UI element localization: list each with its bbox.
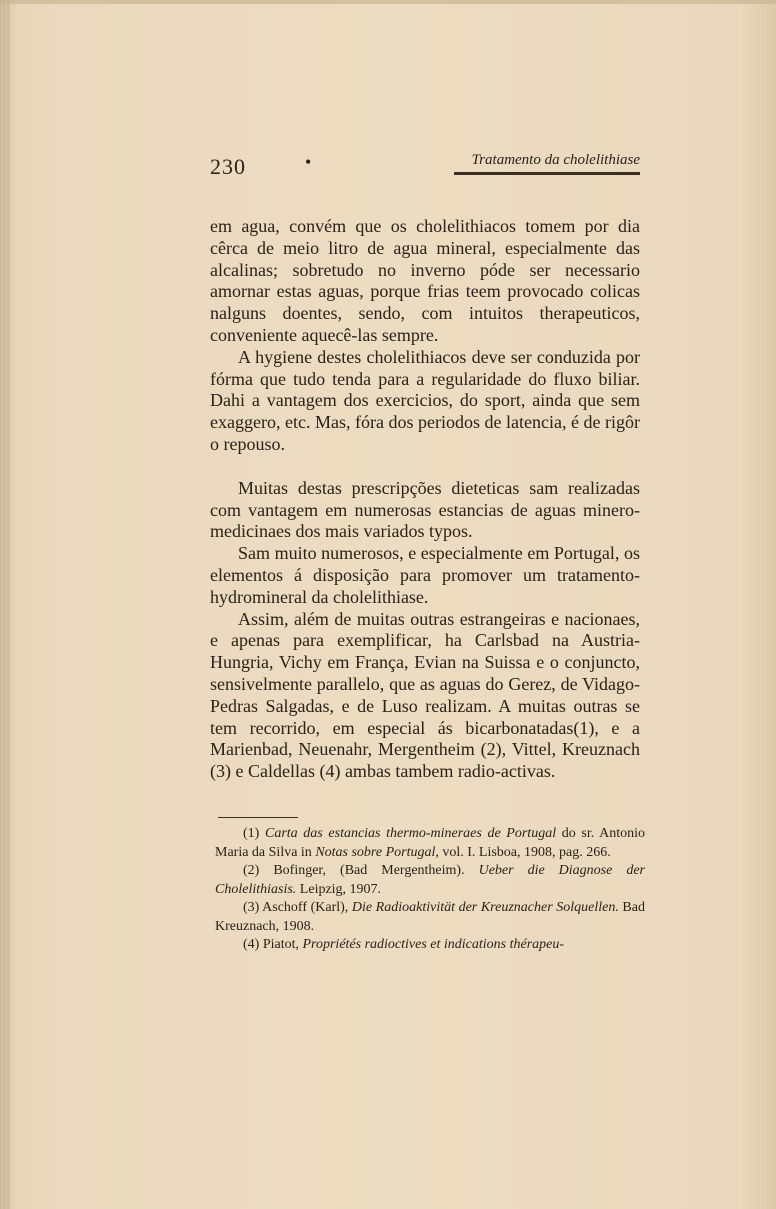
footnote-text: Leipzig, 1907. [296,881,382,897]
footnote-title: Die Radioaktivität der Kreuznacher Solquellen. [351,900,619,915]
footnote-rule [218,817,298,818]
footnote-text: vol. I. Lisboa, 1908, pag. 266. [438,844,611,860]
footnote-marker: (2) [243,863,260,878]
footnote-title: Notas sobre Portugal, [315,844,439,860]
paragraph: Muitas destas prescripções dieteticas sam realizadas com vantagem em numerosas estancias de aguas minero-medicinaes dos mais variados typos. [210,477,640,542]
footnote-marker: (3) [243,900,260,915]
paragraph: Sam muito numerosos, e especialmente em Portugal, os elementos á disposição para promover um tratamento-hydromineral da cholelithiase. [210,543,640,607]
footnote-text: Aschoff (Karl), [259,900,352,915]
header-dot: • [305,152,312,172]
footnote-text: Bofinger, (Bad Mergentheim). [259,863,479,878]
page-header [210,150,640,180]
footnote-title: Ueber die Diagnose der Cholelithiasis. [215,863,645,897]
page-edge-shadow [0,0,10,1209]
footnotes [215,825,645,955]
footnote-text: do sr. Antonio Maria da Silva in [215,826,645,860]
footnote-marker: (4) [243,937,260,952]
paragraph: A hygiene destes cholelithiacos deve ser conduzida por fórma que tudo tenda para a regularidade do fluxo biliar. Dahi a vantagem dos exercicios, do sport, ainda que sem exaggero, etc. Mas, fóra dos periodos de latencia, é de rigôr o repouso. [210,346,640,454]
footnote-title: Propriétés radioctives et indications thérapeu- [302,937,565,952]
footnote-text: Bad Kreuznach, 1908. [215,900,645,934]
running-head: Tratamento da cholelithiase [471,152,640,168]
footnote [215,825,645,862]
paragraph: em agua, convém que os cholelithiacos tomem por dia cêrca de meio litro de agua mineral, especialmente das alcalinas; sobretudo no inverno póde ser necessario amornar estas aguas, porque frias teem provocado colicas nalguns doentes, sendo, com intuitos therapeuticos, conveniente aquecê-las sempre. [210,216,640,345]
footnote [215,936,645,955]
page-top-edge [0,0,776,4]
footnote [215,899,645,936]
body-text [210,216,640,783]
footnote-text: Piatot, [259,937,303,952]
footnote-title: Carta das estancias thermo-mineraes de Portugal [264,826,557,841]
paragraph: Assim, além de muitas outras estrangeiras e nacionaes, e apenas para exemplificar, ha Carlsbad na Austria-Hungria, Vichy em França, Evian na Suissa e o conjuncto, sensivelmente parallelo, que as aguas do Gerez, de Vidago-Pedras Salgadas, e de Luso realizam. A muitas outras se tem recorrido, em especial ás bicarbonatadas(1), e a Marienbad, Neuenahr, Mergentheim (2), Vittel, Kreuznach (3) e Caldellas (4) ambas tambem radio-activas. [210,608,640,782]
page-number: 230 [210,154,246,179]
header-rule [454,172,640,175]
footnote [215,862,645,899]
footnote-marker: (1) [243,826,260,841]
